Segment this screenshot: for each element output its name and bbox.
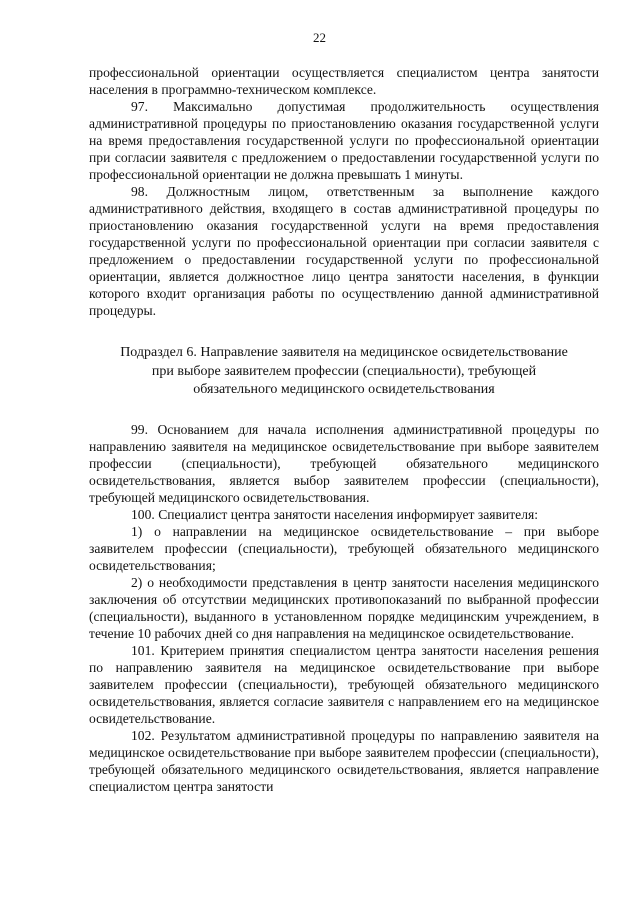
document-body bbox=[89, 64, 599, 795]
paragraph-98: 98. Должностным лицом, ответственным за выполнение каждого административного действия, входящего в состав административной процедуры по приостановлению оказания государственной услуги на время предоставления государственной услуги по профессиональной ориентации при согласии заявителя с предложением о предоставлении государственной услуги по профессиональной ориентации, является должностное лицо центра занятости населения, в функции которого входит организация работы по осуществлению данной административной процедуры. bbox=[89, 184, 599, 318]
paragraph-continuation: профессиональной ориентации осуществляется специалистом центра занятости населения в программно-техническом комплексе. bbox=[89, 65, 599, 97]
paragraph-100: 100. Специалист центра занятости населения информирует заявителя: bbox=[131, 506, 539, 522]
subsection-heading-line-3: обязательного медицинского освидетельствования bbox=[193, 382, 495, 397]
subsection-heading-line-2: при выборе заявителем профессии (специальности), требующей bbox=[151, 363, 537, 379]
paragraph-97: 97. Максимально допустимая продолжительность осуществления административной процедуры по приостановлению оказания государственной услуги на время предоставления государственной услуги по профессиональной ориентации при согласии заявителя с предложением о предоставлении государственной услуги по профессиональной ориентации не должна превышать 1 минуты. bbox=[89, 99, 599, 182]
paragraph-99: 99. Основанием для начала исполнения административной процедуры по направлению заявителя на медицинское освидетельствование при выборе заявителем профессии (специальности), требующей обязательного медицинского освидетельствования, является выбор заявителем профессии (специальности), требующей медицинского освидетельствования. bbox=[89, 421, 599, 505]
paragraph-102: 102. Результатом административной процедуры по направлению заявителя на медицинское освидетельствование при выборе заявителем профессии (специальности), требующей обязательного медицинского освидетельствования, является направление специалистом центра занятости bbox=[89, 727, 599, 794]
subsection-heading-line-1: Подраздел 6. Направление заявителя на медицинское освидетельствование bbox=[120, 345, 568, 360]
subsection-heading bbox=[89, 344, 599, 400]
page-number: 22 bbox=[313, 30, 326, 45]
list-item-2: 2) о необходимости представления в центр занятости населения медицинского заключения об отсутствии медицинских противопоказаний по выбранной профессии (специальности), выданного в установленном порядке медицинским учреждением, в течение 10 рабочих дней со дня направления на медицинское освидетельствование. bbox=[89, 574, 599, 641]
list-item-1: 1) о направлении на медицинское освидетельствование – при выборе заявителем профессии (специальности), требующей обязательного медицинского освидетельствования; bbox=[89, 523, 599, 573]
paragraph-101: 101. Критерием принятия специалистом центра занятости населения решения по направлению заявителя на медицинское освидетельствование при выборе заявителем профессии (специальности), требующей обязательного медицинского освидетельствования, является согласие заявителя с направлением его на медицинское освидетельствование. bbox=[89, 642, 599, 726]
